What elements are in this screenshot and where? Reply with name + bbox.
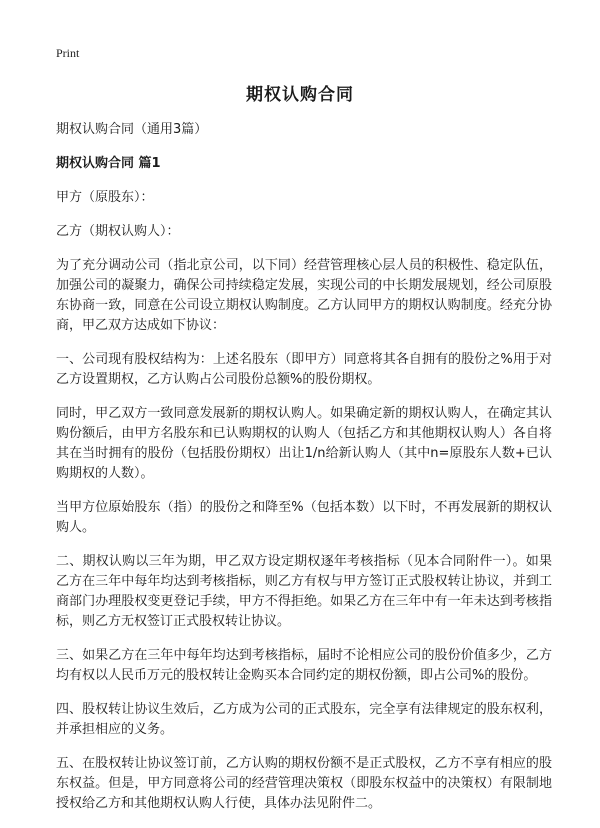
party-a-line: 甲方（原股东）： [56, 190, 154, 205]
document-body [56, 120, 552, 828]
clause-5-paragraph: 五、在股权转让协议签订前，乙方认购的期权份额不是正式股权，乙方不享有相应的股东权益。但是，甲方同意将公司的经营管理决策权（即股东权益中的决策权）有限制地授权给乙方和其他期权认购人行使，具体办法见附件二。 [56, 756, 552, 811]
preamble-paragraph: 为了充分调动公司（指北京公司，以下同）经营管理核心层人员的积极性、稳定队伍，加强公司的凝聚力，确保公司持续稳定发展，实现公司的中长期发展规划，经公司原股东协商一致，同意在公司设立期权认购制度。乙方认同甲方的期权认购制度。经充分协商，甲乙双方达成如下协议： [56, 258, 552, 333]
clause-1-limit: 当甲方位原始股东（指）的股份之和降至%（包括本数）以下时，不再发展新的期权认购人。 [56, 500, 552, 535]
clause-3-paragraph: 三、如果乙方在三年中每年均达到考核指标，届时不论相应公司的股份价值多少，乙方均有权以人民币万元的股权转让金购买本合同约定的期权份额，即占公司%的股份。 [56, 648, 552, 683]
clause-1-paragraph: 一、公司现有股权结构为：上述名股东（即甲方）同意将其各自拥有的股份之%用于对乙方设置期权，乙方认购占公司股份总额%的股份期权。 [56, 352, 552, 387]
document-title: 期权认购合同 [246, 85, 354, 105]
section-heading: 期权认购合同 篇1 [56, 156, 161, 171]
clause-2-paragraph: 二、期权认购以三年为期，甲乙双方设定期权逐年考核指标（见本合同附件一）。如果乙方在三年中每年均达到考核指标，则乙方有权与甲方签订正式股权转让协议，并到工商部门办理股权变更登记手续，甲方不得拒绝。如果乙方在三年中有一年未达到考核指标，则乙方无权签订正式股权转让协议。 [56, 554, 552, 629]
print-link[interactable]: Print [56, 46, 80, 60]
party-b-line: 乙方（期权认购人）： [56, 224, 180, 239]
clause-1-continuation: 同时，甲乙双方一致同意发展新的期权认购人。如果确定新的期权认购人，在确定其认购份额后，由甲方名股东和已认购期权的认购人（包括乙方和其他期权认购人）各自将其在当时拥有的股份（包括股份期权）出让1/n给新认购人（其中n=原股东人数+已认购期权的人数）。 [56, 406, 552, 481]
clause-4-paragraph: 四、股权转让协议生效后，乙方成为公司的正式股东，完全享有法律规定的股东权利，并承担相应的义务。 [56, 702, 552, 737]
document-subtitle: 期权认购合同（通用3篇） [56, 122, 208, 137]
